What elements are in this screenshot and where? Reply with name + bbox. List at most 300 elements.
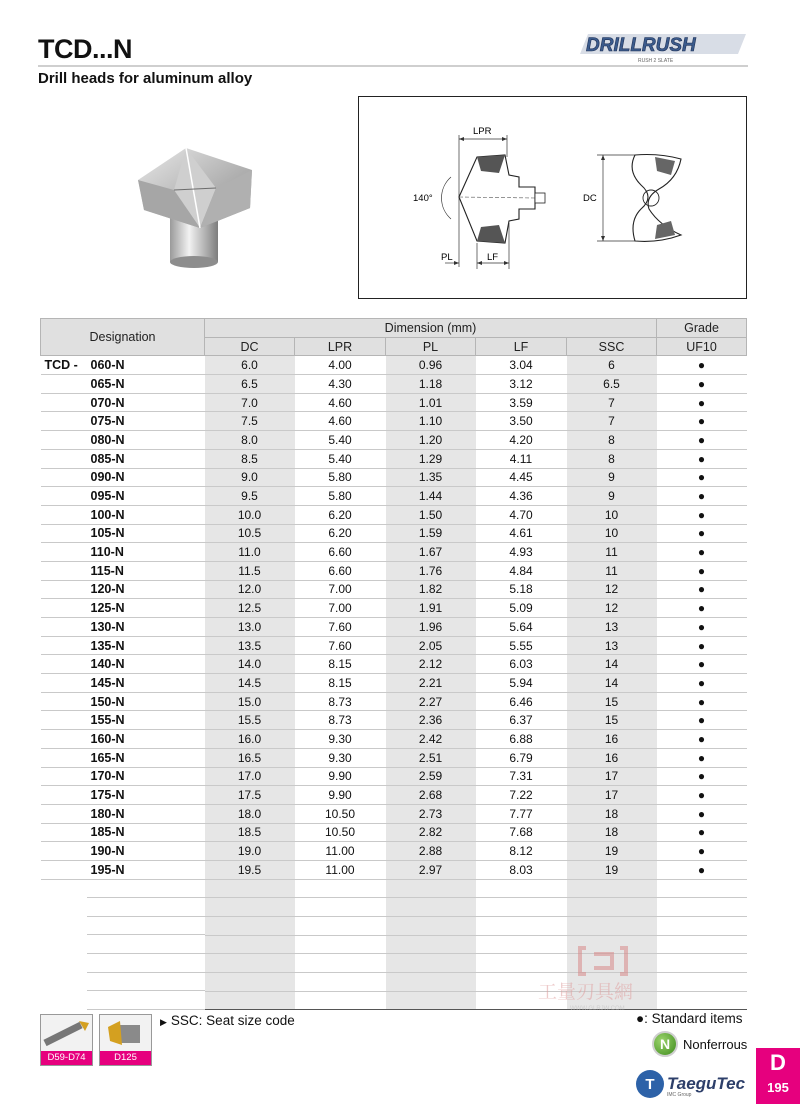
- section-tab: [756, 1048, 800, 1104]
- cell-lpr: 8.15: [295, 655, 386, 674]
- cell-dc: 19.0: [205, 842, 295, 861]
- cell-dc: 7.0: [205, 393, 295, 412]
- header-col-lpr: LPR: [295, 337, 386, 356]
- cell-ssc: 8: [567, 449, 657, 468]
- table-row: [41, 786, 747, 805]
- cell-lpr: 5.40: [295, 449, 386, 468]
- header-designation: Designation: [41, 319, 205, 356]
- logo-tagline: RUSH 2 SLATE: [638, 58, 674, 64]
- cell-lpr: 8.73: [295, 692, 386, 711]
- diagram-label-angle: 140°: [413, 193, 433, 204]
- cell-dc: 17.5: [205, 786, 295, 805]
- designation-code: 165-N: [90, 750, 125, 765]
- empty-cell: [295, 879, 386, 898]
- table-row: [41, 692, 747, 711]
- cell-dc: 6.5: [205, 375, 295, 394]
- cell-pl: 1.29: [386, 449, 476, 468]
- taegutec-logo-icon: T: [636, 1070, 664, 1098]
- empty-cell: [657, 898, 747, 917]
- cell-pl: 2.42: [386, 730, 476, 749]
- cell-grade: ●: [657, 449, 747, 468]
- cell-ssc: 13: [567, 636, 657, 655]
- designation-cell: [41, 860, 205, 879]
- cell-lpr: 5.40: [295, 431, 386, 450]
- designation-cell: [41, 842, 205, 861]
- designation-code: 065-N: [90, 376, 125, 391]
- designation-code: 150-N: [90, 694, 125, 709]
- cell-pl: 2.88: [386, 842, 476, 861]
- cell-dc: 14.0: [205, 655, 295, 674]
- cell-dc: 17.0: [205, 767, 295, 786]
- cell-ssc: 11: [567, 543, 657, 562]
- cell-grade: ●: [657, 730, 747, 749]
- cell-pl: 1.01: [386, 393, 476, 412]
- table-row: [41, 356, 747, 375]
- empty-cell: [386, 917, 476, 936]
- taegutec-logo: [636, 1070, 745, 1098]
- cell-ssc: 10: [567, 505, 657, 524]
- watermark-url: WWW.GLRJW.COM: [570, 1006, 625, 1012]
- empty-cell: [205, 935, 295, 954]
- designation-code: 120-N: [90, 582, 125, 597]
- cell-ssc: 11: [567, 561, 657, 580]
- cell-pl: 0.96: [386, 356, 476, 375]
- empty-cell: [386, 991, 476, 1010]
- table-row: [41, 842, 747, 861]
- cell-lf: 4.61: [476, 524, 567, 543]
- designation-code: 185-N: [90, 825, 125, 840]
- cell-lf: 3.59: [476, 393, 567, 412]
- cell-lf: 6.46: [476, 692, 567, 711]
- cell-lf: 5.94: [476, 674, 567, 693]
- empty-cell: [205, 973, 295, 992]
- cell-lpr: 5.80: [295, 468, 386, 487]
- table-row: [41, 543, 747, 562]
- designation-code: 135-N: [90, 638, 125, 653]
- designation-cell: [41, 393, 205, 412]
- cell-lpr: 9.90: [295, 767, 386, 786]
- cell-grade: ●: [657, 655, 747, 674]
- table-row: [41, 487, 747, 506]
- drill-thumb-icon: [41, 1015, 92, 1051]
- designation-cell: [41, 599, 205, 618]
- designation-cell: [41, 431, 205, 450]
- diagram-label-lpr: LPR: [473, 126, 492, 137]
- cell-dc: 10.0: [205, 505, 295, 524]
- cell-dc: 8.0: [205, 431, 295, 450]
- designation-code: 190-N: [90, 844, 125, 859]
- cell-lf: 8.12: [476, 842, 567, 861]
- cell-pl: 2.59: [386, 767, 476, 786]
- cell-lf: 8.03: [476, 860, 567, 879]
- cell-pl: 2.68: [386, 786, 476, 805]
- cell-ssc: 17: [567, 786, 657, 805]
- table-row: [41, 468, 747, 487]
- table-row: [41, 767, 747, 786]
- empty-cell: [205, 917, 295, 936]
- cell-grade: ●: [657, 487, 747, 506]
- cell-ssc: 8: [567, 431, 657, 450]
- drill-head-thumb-icon: [100, 1015, 151, 1051]
- designation-code: 145-N: [90, 675, 125, 690]
- page-subtitle: Drill heads for aluminum alloy: [38, 70, 253, 87]
- table-row: [41, 804, 747, 823]
- cell-lpr: 9.90: [295, 786, 386, 805]
- cell-ssc: 16: [567, 748, 657, 767]
- cell-dc: 9.0: [205, 468, 295, 487]
- cell-dc: 6.0: [205, 356, 295, 375]
- page-title: TCD...N: [38, 34, 132, 64]
- cell-grade: ●: [657, 823, 747, 842]
- designation-cell: [41, 375, 205, 394]
- cell-lpr: 4.30: [295, 375, 386, 394]
- cell-lf: 5.09: [476, 599, 567, 618]
- cell-dc: 19.5: [205, 860, 295, 879]
- cell-lf: 7.68: [476, 823, 567, 842]
- cell-lpr: 6.20: [295, 505, 386, 524]
- table-row: [41, 711, 747, 730]
- cell-lf: 6.03: [476, 655, 567, 674]
- cell-lf: 3.12: [476, 375, 567, 394]
- page-number: 195: [767, 1080, 789, 1095]
- cell-lpr: 6.60: [295, 561, 386, 580]
- cell-grade: ●: [657, 356, 747, 375]
- cell-lpr: 8.15: [295, 674, 386, 693]
- triangle-bullet-icon: ▶: [160, 1017, 167, 1027]
- cell-ssc: 18: [567, 804, 657, 823]
- diagram-label-dc: DC: [583, 193, 597, 204]
- designation-cell: [41, 636, 205, 655]
- cell-pl: 1.67: [386, 543, 476, 562]
- empty-cell: [657, 917, 747, 936]
- empty-cell: [476, 879, 567, 898]
- table-row: [41, 823, 747, 842]
- empty-cell: [657, 879, 747, 898]
- spec-table-body: [41, 356, 747, 1010]
- cell-lf: 7.22: [476, 786, 567, 805]
- cell-ssc: 12: [567, 599, 657, 618]
- designation-cell: [41, 487, 205, 506]
- cell-grade: ●: [657, 580, 747, 599]
- empty-cell: [41, 954, 205, 973]
- section-letter: D: [770, 1050, 786, 1075]
- designation-code: 080-N: [90, 432, 125, 447]
- header-dimension: Dimension (mm): [205, 319, 657, 338]
- designation-code: 175-N: [90, 788, 125, 803]
- designation-code: 085-N: [90, 451, 125, 466]
- designation-cell: [41, 748, 205, 767]
- cell-dc: 15.0: [205, 692, 295, 711]
- cell-grade: ●: [657, 674, 747, 693]
- cell-dc: 9.5: [205, 487, 295, 506]
- cell-lpr: 6.20: [295, 524, 386, 543]
- cell-ssc: 10: [567, 524, 657, 543]
- watermark: [528, 940, 678, 1015]
- empty-cell: [41, 879, 205, 898]
- cell-ssc: 16: [567, 730, 657, 749]
- ref-page-label: D59-D74: [41, 1051, 92, 1065]
- designation-cell: [41, 468, 205, 487]
- cell-pl: 1.59: [386, 524, 476, 543]
- empty-cell: [205, 898, 295, 917]
- cell-ssc: 19: [567, 860, 657, 879]
- cell-grade: ●: [657, 468, 747, 487]
- cell-dc: 7.5: [205, 412, 295, 431]
- designation-code: 105-N: [90, 526, 125, 541]
- designation-code: 155-N: [90, 713, 125, 728]
- ssc-note-text: SSC: Seat size code: [170, 1013, 295, 1028]
- designation-cell: [41, 730, 205, 749]
- cell-grade: ●: [657, 524, 747, 543]
- cell-lf: 6.88: [476, 730, 567, 749]
- watermark-text: 工量刃具網: [538, 981, 634, 1003]
- empty-cell: [205, 991, 295, 1010]
- designation-cell: [41, 823, 205, 842]
- cell-dc: 18.0: [205, 804, 295, 823]
- table-row: [41, 393, 747, 412]
- cell-dc: 14.5: [205, 674, 295, 693]
- cell-grade: ●: [657, 842, 747, 861]
- brand-name: TaeguTec: [667, 1074, 746, 1093]
- cell-pl: 2.05: [386, 636, 476, 655]
- nonferrous-label: Nonferrous: [683, 1036, 748, 1052]
- designation-cell: [41, 804, 205, 823]
- empty-cell: [295, 935, 386, 954]
- empty-cell: [386, 898, 476, 917]
- ref-page-label: D125: [100, 1051, 151, 1065]
- designation-code: 110-N: [90, 545, 124, 560]
- cell-dc: 16.0: [205, 730, 295, 749]
- cell-pl: 1.82: [386, 580, 476, 599]
- cell-lf: 4.20: [476, 431, 567, 450]
- empty-cell: [386, 935, 476, 954]
- empty-cell: [41, 935, 205, 954]
- cell-grade: ●: [657, 748, 747, 767]
- cell-lpr: 9.30: [295, 730, 386, 749]
- brand-group: IMC Group: [667, 1092, 692, 1098]
- cell-pl: 1.10: [386, 412, 476, 431]
- table-row: [41, 674, 747, 693]
- cell-lpr: 7.60: [295, 618, 386, 637]
- cell-grade: ●: [657, 375, 747, 394]
- cell-dc: 16.5: [205, 748, 295, 767]
- logo-text: DRILLRUSH: [586, 35, 696, 56]
- cell-ssc: 14: [567, 674, 657, 693]
- designation-code: 170-N: [90, 769, 125, 784]
- table-row: [41, 431, 747, 450]
- empty-cell: [567, 898, 657, 917]
- designation-code: 070-N: [90, 395, 125, 410]
- cell-pl: 2.36: [386, 711, 476, 730]
- drillrush-logo: [578, 30, 748, 64]
- empty-cell: [476, 898, 567, 917]
- standard-items-note: ●: Standard items: [636, 1011, 743, 1026]
- empty-cell: [386, 879, 476, 898]
- table-row: [41, 860, 747, 879]
- cell-dc: 13.5: [205, 636, 295, 655]
- designation-prefix: TCD -: [44, 358, 78, 373]
- designation-code: 090-N: [90, 470, 125, 485]
- designation-code: 195-N: [90, 862, 125, 877]
- empty-cell: [205, 879, 295, 898]
- cell-lf: 6.79: [476, 748, 567, 767]
- cell-ssc: 9: [567, 487, 657, 506]
- cell-dc: 13.0: [205, 618, 295, 637]
- empty-cell: [295, 991, 386, 1010]
- table-row: [41, 561, 747, 580]
- designation-code: 060-N: [90, 358, 125, 373]
- empty-cell: [295, 898, 386, 917]
- table-row: [41, 412, 747, 431]
- designation-cell: [41, 561, 205, 580]
- table-row: [41, 730, 747, 749]
- cell-grade: ●: [657, 599, 747, 618]
- cell-grade: ●: [657, 711, 747, 730]
- cell-dc: 12.0: [205, 580, 295, 599]
- header-grade: Grade: [657, 319, 747, 338]
- cell-lpr: 10.50: [295, 823, 386, 842]
- designation-code: 115-N: [90, 563, 124, 578]
- title-rule: [38, 65, 748, 67]
- cell-lpr: 4.60: [295, 412, 386, 431]
- designation-cell: [41, 655, 205, 674]
- cell-pl: 2.21: [386, 674, 476, 693]
- cell-dc: 10.5: [205, 524, 295, 543]
- designation-cell: [41, 786, 205, 805]
- cell-ssc: 14: [567, 655, 657, 674]
- ref-thumb-d59[interactable]: [40, 1014, 93, 1066]
- diagram-label-pl: PL: [441, 252, 453, 263]
- cell-pl: 1.50: [386, 505, 476, 524]
- empty-cell: [41, 973, 205, 992]
- cell-lpr: 7.00: [295, 599, 386, 618]
- cell-lpr: 9.30: [295, 748, 386, 767]
- cell-grade: ●: [657, 505, 747, 524]
- cell-grade: ●: [657, 393, 747, 412]
- ref-thumb-d125[interactable]: [99, 1014, 152, 1066]
- designation-cell: [41, 711, 205, 730]
- cell-dc: 12.5: [205, 599, 295, 618]
- cell-lf: 4.93: [476, 543, 567, 562]
- cell-pl: 2.82: [386, 823, 476, 842]
- designation-code: 180-N: [90, 806, 125, 821]
- empty-cell: [567, 917, 657, 936]
- cell-pl: 1.18: [386, 375, 476, 394]
- cell-grade: ●: [657, 636, 747, 655]
- empty-row: [41, 879, 747, 898]
- cell-ssc: 19: [567, 842, 657, 861]
- cell-ssc: 13: [567, 618, 657, 637]
- table-row: [41, 599, 747, 618]
- cell-pl: 1.20: [386, 431, 476, 450]
- cell-ssc: 6.5: [567, 375, 657, 394]
- cell-dc: 15.5: [205, 711, 295, 730]
- designation-code: 075-N: [90, 414, 125, 429]
- cell-grade: ●: [657, 412, 747, 431]
- cell-lf: 3.50: [476, 412, 567, 431]
- cell-ssc: 17: [567, 767, 657, 786]
- ssc-note: [160, 1013, 295, 1028]
- drill-head-photo: [128, 140, 268, 270]
- empty-cell: [386, 973, 476, 992]
- cell-lf: 5.18: [476, 580, 567, 599]
- table-row: [41, 655, 747, 674]
- designation-cell: [41, 505, 205, 524]
- table-row: [41, 748, 747, 767]
- empty-cell: [41, 898, 205, 917]
- cell-ssc: 15: [567, 692, 657, 711]
- cell-grade: ●: [657, 804, 747, 823]
- cell-dc: 18.5: [205, 823, 295, 842]
- cell-pl: 1.96: [386, 618, 476, 637]
- designation-cell: [41, 524, 205, 543]
- cell-dc: 8.5: [205, 449, 295, 468]
- cell-lf: 4.84: [476, 561, 567, 580]
- designation-cell: [41, 618, 205, 637]
- cell-ssc: 15: [567, 711, 657, 730]
- cell-lf: 4.11: [476, 449, 567, 468]
- empty-cell: [41, 991, 205, 1010]
- designation-code: 100-N: [90, 507, 125, 522]
- drill-head-diagram: [358, 96, 747, 299]
- cell-lpr: 7.60: [295, 636, 386, 655]
- empty-cell: [386, 954, 476, 973]
- cell-dc: 11.5: [205, 561, 295, 580]
- cell-ssc: 6: [567, 356, 657, 375]
- header-col-ssc: SSC: [567, 337, 657, 356]
- nonferrous-badge-icon: N: [652, 1031, 678, 1057]
- cell-lf: 4.36: [476, 487, 567, 506]
- table-row: [41, 524, 747, 543]
- cell-lpr: 11.00: [295, 860, 386, 879]
- cell-grade: ●: [657, 767, 747, 786]
- designation-cell: [41, 543, 205, 562]
- empty-cell: [567, 879, 657, 898]
- designation-code: 140-N: [90, 657, 125, 672]
- cell-ssc: 9: [567, 468, 657, 487]
- designation-code: 160-N: [90, 731, 125, 746]
- empty-cell: [476, 917, 567, 936]
- table-row: [41, 636, 747, 655]
- cell-lf: 7.77: [476, 804, 567, 823]
- empty-row: [41, 898, 747, 917]
- cell-lpr: 7.00: [295, 580, 386, 599]
- cell-lpr: 4.60: [295, 393, 386, 412]
- designation-cell: [41, 412, 205, 431]
- header-col-lf: LF: [476, 337, 567, 356]
- cell-lf: 5.64: [476, 618, 567, 637]
- cell-ssc: 12: [567, 580, 657, 599]
- cell-lpr: 10.50: [295, 804, 386, 823]
- diagram-label-lf: LF: [487, 252, 499, 263]
- header-col-dc: DC: [205, 337, 295, 356]
- designation-cell: [41, 449, 205, 468]
- table-row: [41, 505, 747, 524]
- cell-grade: ●: [657, 561, 747, 580]
- cell-pl: 1.91: [386, 599, 476, 618]
- cell-ssc: 7: [567, 393, 657, 412]
- header-col-pl: PL: [386, 337, 476, 356]
- table-row: [41, 375, 747, 394]
- cell-dc: 11.0: [205, 543, 295, 562]
- cell-pl: 1.44: [386, 487, 476, 506]
- designation-cell: [41, 767, 205, 786]
- empty-cell: [41, 917, 205, 936]
- cell-pl: 2.51: [386, 748, 476, 767]
- designation-cell: [41, 674, 205, 693]
- empty-cell: [295, 954, 386, 973]
- designation-cell: [41, 580, 205, 599]
